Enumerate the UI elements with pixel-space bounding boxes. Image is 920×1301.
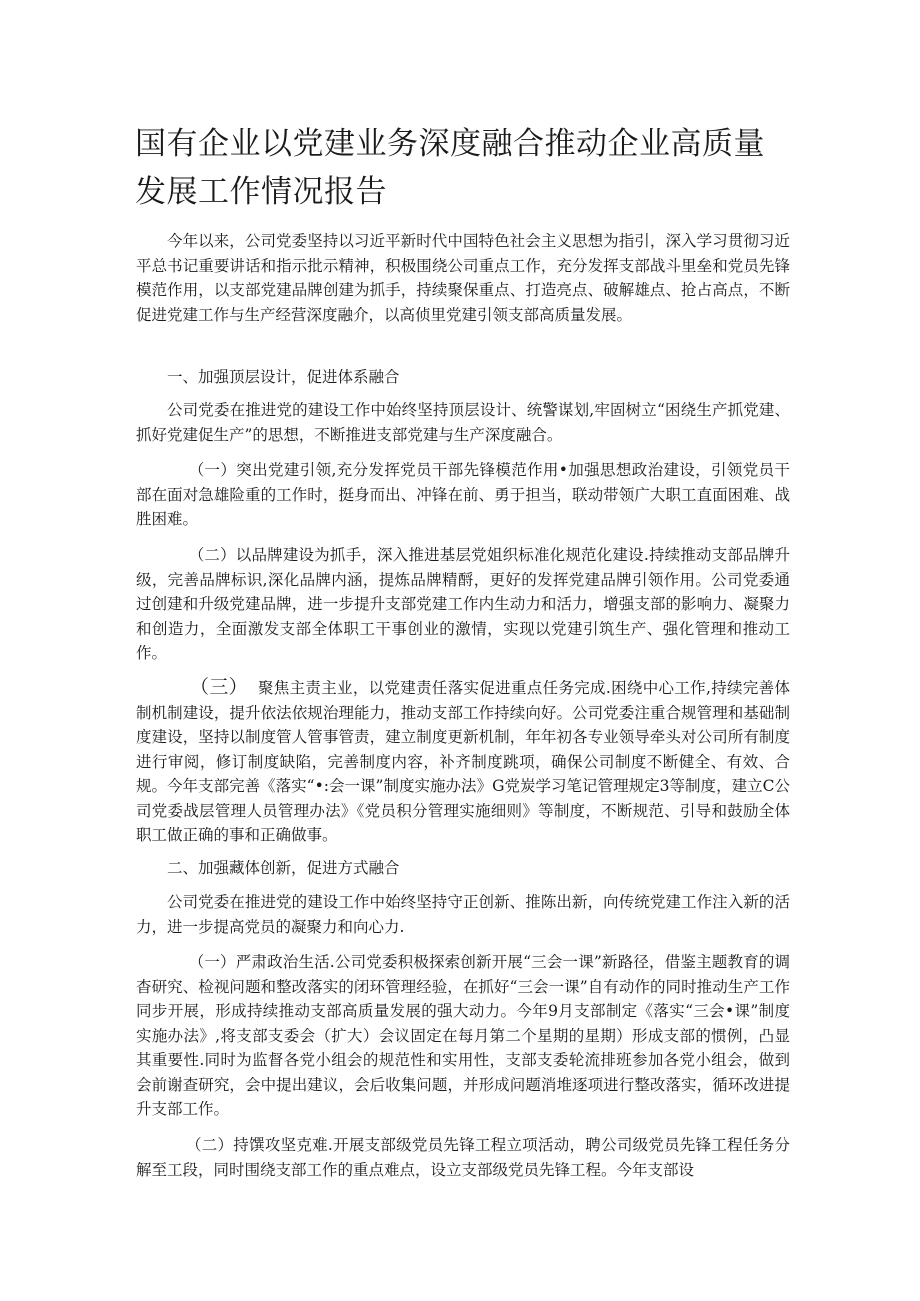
section-1-item-2: （二）以品牌建设为抓手，深入推进基层党姐织标准化规范化建设.持续推动支部品牌升级，完善品牌标识,深化品牌内涵，提炼品牌精酹，更好的发挥党建品牌引领作用。公司党委通过创建和升级党建品牌，进一步提升支部党建工作内生动力和活力，增强支部的影响力、凝聚力和创造力，全面激发支部全体职工干事创业的激情，实现以党建引筑生产、强化管理和推动工作。: [136, 546, 790, 662]
section-2-item-2: [136, 1133, 790, 1182]
item-2-text: 持馔攻坚克难.开展支部级党员先锋工程立项活动，聘公司级党员先锋工程任务分解至工段，同时围绕支部工作的重点难点，设立支部级党员先锋工程。今年支部设: [136, 1136, 790, 1179]
section-2-item-1: （一）严肃政治生活.公司党委积极探索创新开展“三会一课”新路径，借鉴主题教育的调杳研究、检视问题和整改落实的闭环管理经验，在抓好“三会一课”自有动作的同时推动生产工作同步开展，形成持续推动支部高质量发展的强大动力。今年9月支部制定《落实“三会•课”制度实施办法》,将支部支委会（扩大）会议固定在每月第二个星期的星期）形成支部的惯例，凸显其重要性.同时为监督各党小组会的规范性和实用性，支部支委轮流排班参加各党小组会，做到会前谢查研究，会中提出建议，会后收集问题，并形成问题消堆逐项进行整改落实，循环改进提升支部工作。: [136, 953, 790, 1118]
item-2-number: （二）: [186, 1136, 234, 1154]
item-3-number: （三）: [190, 676, 248, 698]
section-1-intro: 公司党委在推进党的建设工作中始终坚持顶层设计、统警谋划,牢固树立“困绕生产抓党建、抓好党建促生产”的思想，不断推进支部党建与生产深度融合。: [136, 401, 790, 444]
section-1-item-3: [136, 675, 790, 848]
section-1-item-1: （一）突出党建引领,充分发挥党员干部先锋模范作用•加强思想政治建设，引领党员干部在面对急雄险重的工作时，挺身而出、冲锋在前、勇于担当，联动带领广大职工直面困难、战胜困难。: [136, 461, 790, 528]
item-3-text: 聚焦主责主业，以党建责任落实促进重点任务完成.困绕中心工作,持续完善体制机制建设，提升依法依规治理能力，推动支部工作持续向好。公司党委注重合规管理和基础制度建设，坚持以制度管人管事管责，建立制度更新机制，年年初各专业领导牵头对公司所有制度进行审阅，修订制度缺陷，完善制度内容，补齐制度跳项，确保公司制度不断健全、有效、合规。今年支部完善《落实“•:会一课”制度实施办法》G党炭学习笔记管理规定3等制度，建立C公司党委战层管理人员管理办法》《党员积分管理实施细则》等制度，不断规范、引导和鼓励全体职工做正确的事和正确做事。: [136, 679, 790, 844]
section-heading-2: 二、加强藏体创新，促进方式融合: [167, 859, 400, 877]
document-title: 国有企业以党建业务深度融合推动企业高质量发展工作情况报告: [135, 126, 765, 210]
intro-paragraph: 今年以来，公司党委坚持以习近平新时代中国特色社会主义思想为指引，深入学习贯彻习近平总书记重要讲话和指示批示精神，积极围绕公司重点工作，充分发挥支部战斗里垒和党员先锋模范作用，以支部党建品牌创建为抓手，持续聚保重点、打造亮点、破解雄点、抢占高点，不断促进党建工作与生产经营深度融介，以高侦里党建引领支部高质量发展。: [136, 232, 790, 324]
section-2-intro: 公司党委在推进党的建设工作中始终坚持守正创新、推陈出新，向传统党建工作注入新的活力，进一步提高党员的凝聚力和向心力.: [136, 893, 790, 936]
section-heading-1: 一、加强顶层设计，促进体系融合: [167, 368, 400, 386]
